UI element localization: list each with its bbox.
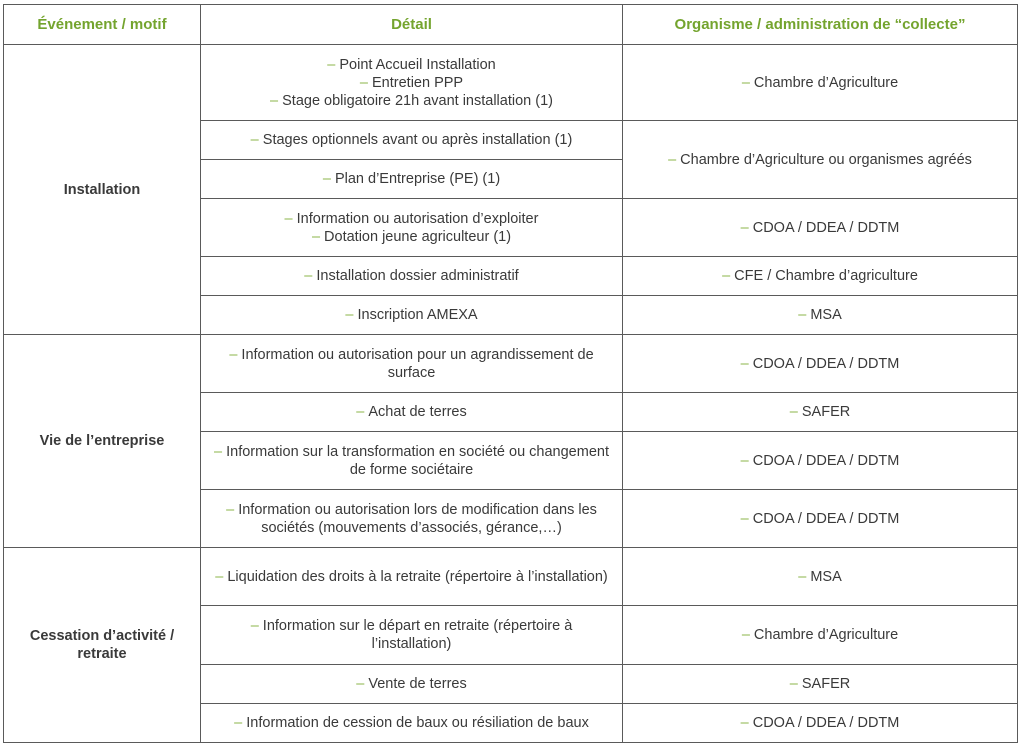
detail-text: Entretien PPP <box>367 74 464 91</box>
dash-bullet: – <box>789 676 798 692</box>
detail-line <box>209 714 614 732</box>
detail-text: Stages optionnels avant ou après installation (1) <box>258 132 573 148</box>
dash-bullet: – <box>359 74 368 91</box>
detail-text: Point Accueil Installation <box>335 56 496 73</box>
detail-line <box>209 267 614 285</box>
organization-text: SAFER <box>797 404 851 420</box>
organization-text: CFE / Chambre d’agriculture <box>730 268 918 284</box>
detail-line <box>209 228 614 246</box>
organization-cell <box>623 665 1018 704</box>
organization-text: Chambre d’Agriculture ou organismes agréés <box>676 151 972 168</box>
header-event: Événement / motif <box>4 5 201 45</box>
organization-cell <box>623 606 1018 665</box>
detail-line <box>209 210 614 228</box>
detail-line <box>209 617 614 653</box>
detail-line <box>209 403 614 421</box>
detail-cell <box>201 160 623 199</box>
detail-line <box>209 74 614 92</box>
dash-bullet: – <box>304 268 313 284</box>
dash-bullet: – <box>740 452 749 469</box>
detail-cell <box>201 490 623 548</box>
event-category: Vie de l’entreprise <box>4 335 201 548</box>
dash-bullet: – <box>668 151 677 168</box>
organization-cell <box>623 548 1018 606</box>
organization-text: MSA <box>806 568 842 585</box>
detail-cell <box>201 296 623 335</box>
detail-line <box>209 306 614 324</box>
organization-cell <box>623 121 1018 199</box>
organization-cell <box>623 704 1018 743</box>
detail-cell <box>201 548 623 606</box>
event-category: Cessation d’activité / retraite <box>4 548 201 743</box>
header-row <box>4 5 1018 45</box>
organization-text: CDOA / DDEA / DDTM <box>748 355 900 372</box>
detail-cell <box>201 335 623 393</box>
dash-bullet: – <box>798 307 807 323</box>
dash-bullet: – <box>234 715 243 731</box>
dash-bullet: – <box>740 219 749 236</box>
dash-bullet: – <box>214 443 223 460</box>
organizations-table <box>3 4 1018 743</box>
organization-cell <box>623 490 1018 548</box>
organization-cell <box>623 296 1018 335</box>
organization-text: CDOA / DDEA / DDTM <box>748 715 900 731</box>
dash-bullet: – <box>722 268 731 284</box>
detail-cell <box>201 665 623 704</box>
detail-cell <box>201 121 623 160</box>
detail-text: Information ou autorisation d’exploiter <box>292 210 539 227</box>
detail-text: Information ou autorisation pour un agrandissement de surface <box>237 346 594 381</box>
organization-text: SAFER <box>797 676 851 692</box>
detail-cell <box>201 393 623 432</box>
dash-bullet: – <box>356 404 365 420</box>
detail-line <box>209 568 614 586</box>
organization-text: MSA <box>806 307 842 323</box>
dash-bullet: – <box>798 568 807 585</box>
detail-text: Information sur le départ en retraite (répertoire à l’installation) <box>258 618 573 652</box>
detail-text: Information ou autorisation lors de modification dans les sociétés (mouvements d’associés, gérance,…) <box>234 501 597 536</box>
dash-bullet: – <box>311 228 321 245</box>
table-row <box>4 548 1018 606</box>
organization-cell <box>623 335 1018 393</box>
dash-bullet: – <box>741 627 750 643</box>
dash-bullet: – <box>789 404 798 420</box>
dash-bullet: – <box>215 568 224 585</box>
detail-line <box>209 346 614 382</box>
detail-cell <box>201 432 623 490</box>
table-row <box>4 45 1018 121</box>
detail-cell <box>201 704 623 743</box>
organization-text: CDOA / DDEA / DDTM <box>748 510 900 527</box>
header-detail: Détail <box>201 5 623 45</box>
dash-bullet: – <box>229 346 238 363</box>
detail-text: Stage obligatoire 21h avant installation (1) <box>278 92 553 109</box>
dash-bullet: – <box>327 56 336 73</box>
organization-cell <box>623 257 1018 296</box>
dash-bullet: – <box>226 501 235 518</box>
dash-bullet: – <box>322 171 331 187</box>
dash-bullet: – <box>740 510 749 527</box>
detail-text: Achat de terres <box>364 404 467 420</box>
detail-text: Information sur la transformation en société ou changement de forme sociétaire <box>222 443 609 478</box>
organization-cell <box>623 199 1018 257</box>
detail-text: Inscription AMEXA <box>353 307 478 323</box>
dash-bullet: – <box>740 355 749 372</box>
detail-line <box>209 56 614 74</box>
detail-cell <box>201 45 623 121</box>
detail-text: Installation dossier administratif <box>312 268 519 284</box>
detail-cell <box>201 257 623 296</box>
detail-text: Dotation jeune agriculteur (1) <box>320 228 512 245</box>
organization-text: Chambre d’Agriculture <box>749 627 899 643</box>
detail-cell <box>201 199 623 257</box>
organization-text: CDOA / DDEA / DDTM <box>748 452 900 469</box>
dash-bullet: – <box>345 307 354 323</box>
dash-bullet: – <box>741 74 750 91</box>
detail-line <box>209 170 614 188</box>
organization-text: CDOA / DDEA / DDTM <box>748 219 900 236</box>
table-row <box>4 335 1018 393</box>
dash-bullet: – <box>270 92 279 109</box>
organization-cell <box>623 432 1018 490</box>
dash-bullet: – <box>250 132 259 148</box>
event-category: Installation <box>4 45 201 335</box>
detail-line <box>209 501 614 537</box>
detail-text: Vente de terres <box>364 676 467 692</box>
detail-line <box>209 675 614 693</box>
detail-text: Liquidation des droits à la retraite (répertoire à l’installation) <box>223 568 608 585</box>
detail-cell <box>201 606 623 665</box>
organization-text: Chambre d’Agriculture <box>749 74 899 91</box>
dash-bullet: – <box>284 210 293 227</box>
header-organization: Organisme / administration de “collecte” <box>623 5 1018 45</box>
dash-bullet: – <box>250 618 259 634</box>
detail-line <box>209 443 614 479</box>
detail-line <box>209 131 614 149</box>
organization-cell <box>623 45 1018 121</box>
detail-text: Plan d’Entreprise (PE) (1) <box>330 171 501 187</box>
detail-text: Information de cession de baux ou résiliation de baux <box>242 715 589 731</box>
detail-line <box>209 92 614 110</box>
dash-bullet: – <box>740 715 749 731</box>
organization-cell <box>623 393 1018 432</box>
dash-bullet: – <box>356 676 365 692</box>
